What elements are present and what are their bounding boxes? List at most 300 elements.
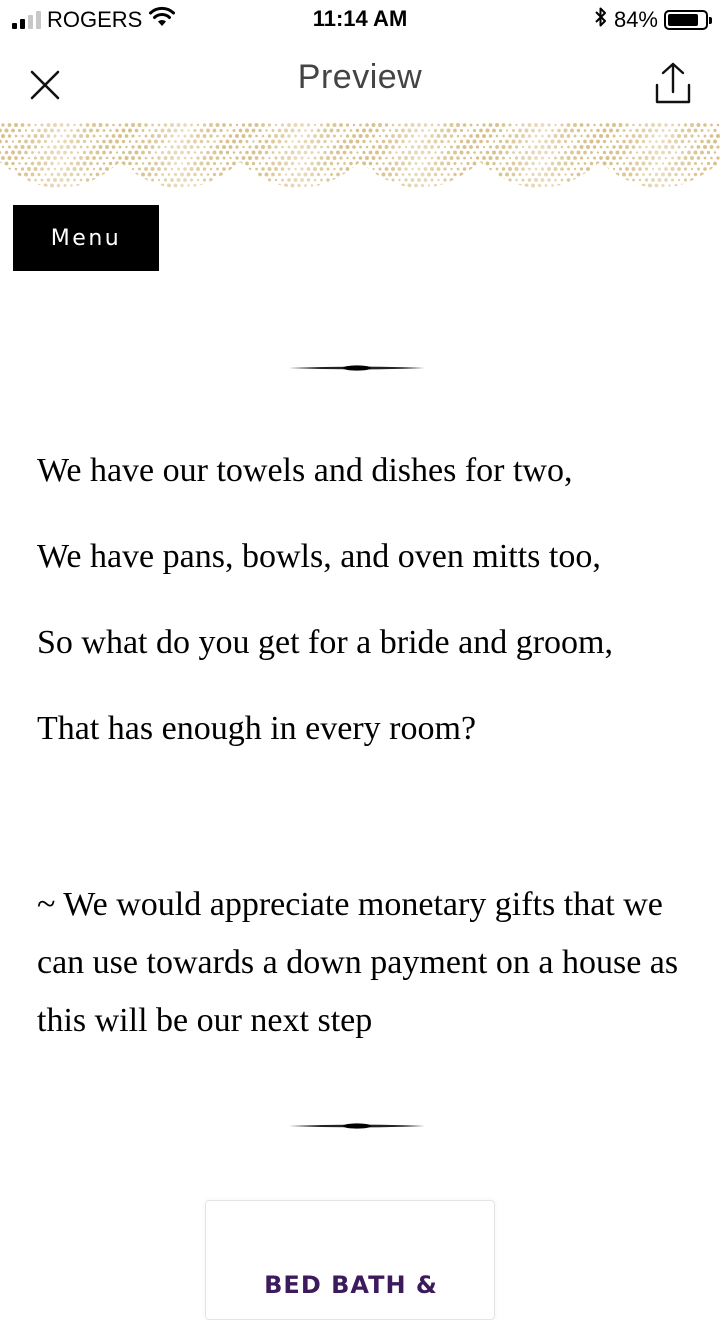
pattern-dot: [612, 123, 616, 127]
pattern-dot: [480, 151, 483, 154]
pattern-dot: [664, 178, 668, 182]
pattern-dot: [200, 173, 203, 176]
pattern-dot: [128, 184, 132, 188]
pattern-dot: [131, 189, 134, 192]
pattern-dot: [476, 189, 480, 193]
pattern-dot: [145, 157, 148, 160]
pattern-dot: [323, 151, 326, 154]
pattern-dot: [284, 129, 288, 133]
pattern-dot: [1, 167, 5, 171]
pattern-dot: [21, 135, 24, 138]
pattern-dot: [76, 140, 80, 144]
pattern-dot: [359, 146, 362, 149]
pattern-dot: [492, 162, 495, 165]
pattern-dot: [177, 178, 181, 182]
pattern-dot: [525, 129, 529, 133]
pattern-dot: [356, 184, 359, 187]
pattern-dot: [255, 145, 259, 149]
pattern-dot: [466, 162, 469, 165]
pattern-dot: [239, 173, 242, 176]
pattern-dot: [469, 189, 472, 192]
pattern-dot: [50, 184, 54, 188]
pattern-dot: [603, 151, 606, 154]
pattern-dot: [534, 189, 537, 192]
pattern-dot: [66, 167, 70, 171]
pattern-dot: [239, 162, 243, 166]
pattern-dot: [668, 140, 672, 144]
pattern-dot: [612, 189, 615, 192]
pattern-dot: [242, 189, 246, 193]
pattern-dot: [564, 162, 568, 166]
pattern-dot: [554, 189, 558, 193]
pattern-dot: [14, 156, 18, 160]
pattern-dot: [311, 184, 313, 186]
pattern-dot: [151, 145, 155, 149]
pattern-dot: [417, 156, 420, 159]
pattern-dot: [248, 134, 252, 138]
pattern-dot: [538, 162, 540, 164]
pattern-dot: [261, 167, 264, 170]
pattern-dot: [177, 135, 179, 137]
pattern-dot: [83, 151, 86, 154]
pattern-dot: [655, 140, 658, 143]
pattern-dot: [496, 168, 499, 171]
pattern-dot: [619, 156, 622, 159]
pattern-dot: [125, 146, 127, 148]
pattern-dot: [515, 145, 518, 148]
pattern-dot: [586, 123, 589, 126]
pattern-dot: [508, 134, 511, 137]
pattern-dot: [606, 134, 610, 138]
pattern-dot: [317, 151, 319, 153]
pattern-dot: [447, 151, 451, 155]
pattern-dot: [385, 134, 388, 137]
pattern-dot: [519, 173, 522, 176]
pattern-dot: [122, 173, 125, 176]
pattern-dot: [18, 151, 22, 155]
pattern-dot: [411, 189, 414, 192]
pattern-dot: [193, 173, 197, 177]
pattern-dot: [382, 162, 385, 165]
pattern-dot: [499, 173, 503, 177]
poem-line: That has enough in every room?: [37, 710, 477, 747]
pattern-dot: [700, 140, 703, 143]
pattern-dot: [190, 189, 193, 192]
pattern-dot: [505, 173, 509, 177]
pattern-dot: [522, 179, 525, 182]
pattern-dot: [233, 151, 236, 154]
pattern-dot: [92, 156, 96, 160]
pattern-dot: [612, 156, 616, 160]
pattern-dot: [440, 184, 444, 188]
pattern-dot: [337, 162, 340, 165]
pattern-dot: [496, 190, 499, 193]
pattern-dot: [226, 162, 229, 165]
pattern-dot: [690, 123, 694, 127]
pattern-dot: [135, 184, 139, 188]
pattern-dot: [336, 151, 340, 155]
pattern-dot: [388, 151, 391, 154]
pattern-dot: [18, 162, 20, 164]
pattern-dot: [580, 123, 584, 127]
pattern-dot: [304, 162, 307, 165]
pattern-dot: [376, 162, 379, 165]
pattern-dot: [677, 167, 681, 171]
pattern-dot: [119, 179, 121, 181]
pattern-dot: [57, 184, 61, 188]
pattern-dot: [11, 151, 15, 155]
pattern-dot: [499, 129, 502, 132]
pattern-dot: [235, 167, 239, 171]
pattern-dot: [697, 145, 701, 149]
pattern-dot: [252, 184, 256, 188]
pattern-dot: [317, 129, 321, 133]
pattern-dot: [586, 167, 590, 171]
pattern-dot: [89, 184, 93, 188]
pattern-dot: [414, 173, 418, 177]
pattern-dot: [668, 151, 671, 154]
pattern-dot: [47, 123, 51, 127]
pattern-dot: [515, 124, 517, 126]
pattern-dot: [261, 145, 265, 149]
pattern-dot: [684, 146, 686, 148]
pattern-dot: [473, 173, 477, 177]
pattern-dot: [509, 157, 511, 159]
pattern-dot: [534, 156, 538, 160]
pattern-dot: [586, 145, 590, 149]
pattern-dot: [53, 123, 57, 127]
pattern-dot: [122, 151, 125, 154]
pattern-dot: [482, 167, 485, 170]
pattern-dot: [515, 156, 518, 159]
pattern-dot: [573, 156, 577, 160]
pattern-dot: [365, 178, 368, 181]
pattern-dot: [112, 167, 116, 171]
pattern-dot: [154, 140, 158, 144]
pattern-dot: [50, 129, 54, 133]
pattern-dot: [76, 173, 79, 176]
share-button[interactable]: [646, 58, 700, 112]
pattern-dot: [203, 189, 207, 193]
pattern-dot: [53, 156, 57, 160]
pattern-dot: [378, 167, 381, 170]
pattern-dot: [242, 167, 245, 170]
pattern-dot: [187, 151, 190, 154]
pattern-dot: [18, 140, 21, 143]
pattern-dot: [314, 179, 317, 182]
pattern-dot: [330, 140, 332, 142]
pattern-dot: [599, 156, 603, 160]
pattern-dot: [115, 184, 118, 187]
pattern-dot: [664, 145, 668, 149]
pattern-dot: [109, 151, 112, 154]
pattern-dot: [258, 140, 261, 143]
pattern-dot: [287, 134, 291, 138]
pattern-dot: [222, 145, 226, 149]
pattern-dot: [258, 151, 262, 155]
pattern-dot: [648, 151, 652, 155]
pattern-dot: [375, 173, 379, 177]
pattern-dot: [577, 140, 580, 143]
pattern-dot: [463, 190, 466, 193]
pattern-dot: [408, 129, 412, 133]
pattern-dot: [330, 162, 333, 165]
pattern-dot: [528, 178, 532, 182]
pattern-dot: [278, 140, 282, 144]
pattern-dot: [317, 173, 320, 176]
pattern-dot: [40, 134, 44, 138]
pattern-dot: [596, 173, 599, 176]
pattern-dot: [557, 173, 560, 176]
pattern-dot: [327, 168, 330, 171]
pattern-dot: [219, 129, 222, 132]
pattern-dot: [596, 129, 599, 132]
pattern-dot: [362, 129, 366, 133]
pattern-dot: [619, 145, 623, 149]
pattern-dot: [700, 184, 703, 187]
pattern-dot: [177, 145, 181, 149]
pattern-dot: [83, 140, 86, 143]
pattern-dot: [382, 151, 386, 155]
pattern-dot: [564, 151, 567, 154]
pattern-dot: [717, 124, 720, 127]
pattern-dot: [716, 189, 720, 193]
pattern-dot: [564, 184, 568, 188]
pattern-dot: [235, 156, 238, 159]
pattern-dot: [274, 167, 278, 171]
pattern-dot: [424, 145, 428, 149]
battery-percent: 84%: [613, 7, 658, 32]
pattern-dot: [115, 173, 118, 176]
pattern-dot: [545, 184, 548, 187]
pattern-dot: [632, 189, 636, 193]
pattern-dot: [625, 167, 629, 171]
pattern-dot: [200, 151, 203, 154]
pattern-dot: [41, 146, 44, 149]
pattern-dot: [203, 178, 206, 181]
pattern-dot: [15, 168, 18, 171]
pattern-dot: [246, 173, 248, 175]
pattern-dot: [574, 168, 576, 170]
pattern-dot: [632, 157, 635, 160]
pattern-dot: [434, 151, 436, 153]
pattern-dot: [40, 123, 43, 126]
pattern-dot: [612, 178, 616, 182]
pattern-dot: [684, 123, 687, 126]
pattern-dot: [690, 134, 693, 137]
pattern-dot: [681, 173, 684, 176]
pattern-dot: [629, 151, 632, 154]
pattern-dot: [600, 124, 603, 127]
pattern-dot: [389, 184, 391, 186]
pattern-dot: [287, 189, 291, 193]
pattern-dot: [180, 140, 183, 143]
pattern-dot: [506, 162, 509, 165]
pattern-dot: [401, 151, 404, 154]
pattern-dot: [359, 156, 363, 160]
pattern-dot: [492, 129, 496, 133]
gift-note: ~ We would appreciate monetary gifts that we can use towards a down payment on a house as this will be our next step: [37, 886, 679, 1039]
pattern-dot: [0, 162, 2, 166]
pattern-dot: [300, 123, 304, 127]
pattern-dot: [590, 129, 593, 132]
pattern-dot: [144, 178, 148, 182]
pattern-dot: [135, 129, 139, 133]
pattern-dot: [369, 162, 373, 166]
pattern-dot: [261, 123, 265, 127]
pattern-dot: [710, 157, 713, 160]
pattern-dot: [116, 151, 118, 153]
pattern-dot: [99, 178, 103, 182]
pattern-dot: [209, 134, 212, 137]
pattern-dot: [398, 134, 402, 138]
pattern-dot: [73, 179, 76, 182]
pattern-dot: [90, 140, 92, 142]
pattern-dot: [47, 178, 51, 182]
pattern-dot: [216, 156, 220, 160]
pattern-dot: [336, 129, 339, 132]
pattern-dot: [125, 156, 129, 160]
pattern-dot: [105, 145, 109, 149]
pattern-dot: [209, 123, 213, 127]
pattern-dot: [616, 151, 620, 155]
pattern-dot: [525, 140, 528, 143]
pattern-dot: [675, 151, 677, 153]
pattern-dot: [141, 173, 145, 177]
pattern-dot: [11, 184, 15, 188]
pattern-dot: [47, 168, 50, 171]
pattern-dot: [83, 173, 85, 175]
pattern-dot: [560, 167, 564, 171]
pattern-dot: [67, 157, 69, 159]
pattern-dot: [453, 162, 456, 165]
pattern-dot: [651, 156, 655, 160]
pattern-dot: [255, 168, 258, 171]
pattern-dot: [170, 156, 174, 160]
pattern-dot: [148, 151, 151, 154]
pattern-dot: [346, 167, 350, 171]
pattern-dot: [203, 156, 207, 160]
bluetooth-icon: [594, 5, 608, 35]
pattern-dot: [460, 129, 463, 132]
menu-button[interactable]: Menu: [13, 205, 159, 271]
pattern-dot: [359, 124, 362, 127]
pattern-dot: [473, 140, 477, 144]
pattern-dot: [651, 178, 655, 182]
pattern-dot: [681, 184, 685, 188]
pattern-dot: [223, 157, 226, 160]
pattern-dot: [545, 162, 548, 165]
pattern-dot: [398, 146, 401, 149]
pattern-dot: [187, 184, 189, 186]
pattern-dot: [213, 173, 216, 176]
pattern-dot: [154, 173, 157, 176]
pattern-dot: [382, 129, 385, 132]
pattern-dot: [86, 167, 89, 170]
pattern-dot: [44, 140, 47, 143]
registry-card[interactable]: [205, 1200, 495, 1320]
pattern-dot: [340, 135, 342, 137]
pattern-dot: [688, 173, 691, 176]
pattern-dot: [671, 167, 675, 171]
pattern-dot: [635, 173, 638, 176]
pattern-dot: [415, 140, 418, 143]
pattern-dot: [226, 129, 228, 131]
pattern-dot: [222, 178, 226, 182]
pattern-dot: [128, 162, 132, 166]
pattern-dot: [427, 162, 430, 165]
pattern-dot: [300, 178, 304, 182]
pattern-dot: [583, 140, 587, 144]
pattern-dot: [424, 157, 427, 160]
pattern-dot: [161, 129, 165, 133]
pattern-dot: [648, 162, 652, 166]
pattern-dot: [333, 156, 337, 160]
pattern-dot: [408, 140, 411, 143]
pattern-dot: [453, 173, 456, 176]
pattern-dot: [353, 179, 356, 182]
pattern-dot: [456, 123, 460, 127]
pattern-dot: [242, 123, 245, 126]
pattern-dot: [482, 156, 486, 160]
pattern-dot: [129, 140, 132, 143]
pattern-dot: [226, 173, 230, 177]
pattern-dot: [480, 173, 483, 176]
pattern-dot: [352, 167, 356, 171]
pattern-dot: [294, 135, 297, 138]
pattern-dot: [258, 129, 261, 132]
pattern-dot: [5, 129, 9, 133]
pattern-dot: [473, 162, 477, 166]
pattern-dot: [469, 178, 472, 181]
pattern-dot: [642, 129, 646, 133]
pattern-dot: [651, 134, 654, 137]
pattern-dot: [34, 145, 37, 148]
pattern-dot: [404, 178, 407, 181]
pattern-dot: [541, 135, 544, 138]
pattern-dot: [219, 140, 222, 143]
pattern-dot: [174, 162, 177, 165]
pattern-dot: [294, 156, 298, 160]
pattern-dot: [96, 140, 99, 143]
pattern-dot: [168, 140, 171, 143]
pattern-dot: [278, 129, 282, 133]
pattern-dot: [495, 145, 499, 149]
pattern-dot: [18, 184, 22, 188]
pattern-dot: [291, 184, 295, 188]
pattern-dot: [138, 190, 141, 193]
pattern-dot: [590, 173, 594, 177]
pattern-dot: [580, 156, 583, 159]
pattern-dot: [535, 135, 538, 138]
pattern-dot: [619, 178, 623, 182]
pattern-dot: [21, 167, 24, 170]
pattern-dot: [93, 168, 95, 170]
pattern-dot: [642, 162, 646, 166]
pattern-dot: [187, 162, 190, 165]
pattern-dot: [661, 151, 665, 155]
pattern-dot: [642, 151, 645, 154]
pattern-dot: [268, 134, 271, 137]
pattern-dot: [229, 134, 233, 138]
pattern-dot: [707, 173, 711, 177]
pattern-dot: [18, 129, 21, 132]
pattern-dot: [395, 140, 399, 144]
pattern-dot: [554, 179, 557, 182]
pattern-dot: [460, 151, 464, 155]
pattern-dot: [31, 184, 34, 187]
pattern-dot: [638, 156, 642, 160]
